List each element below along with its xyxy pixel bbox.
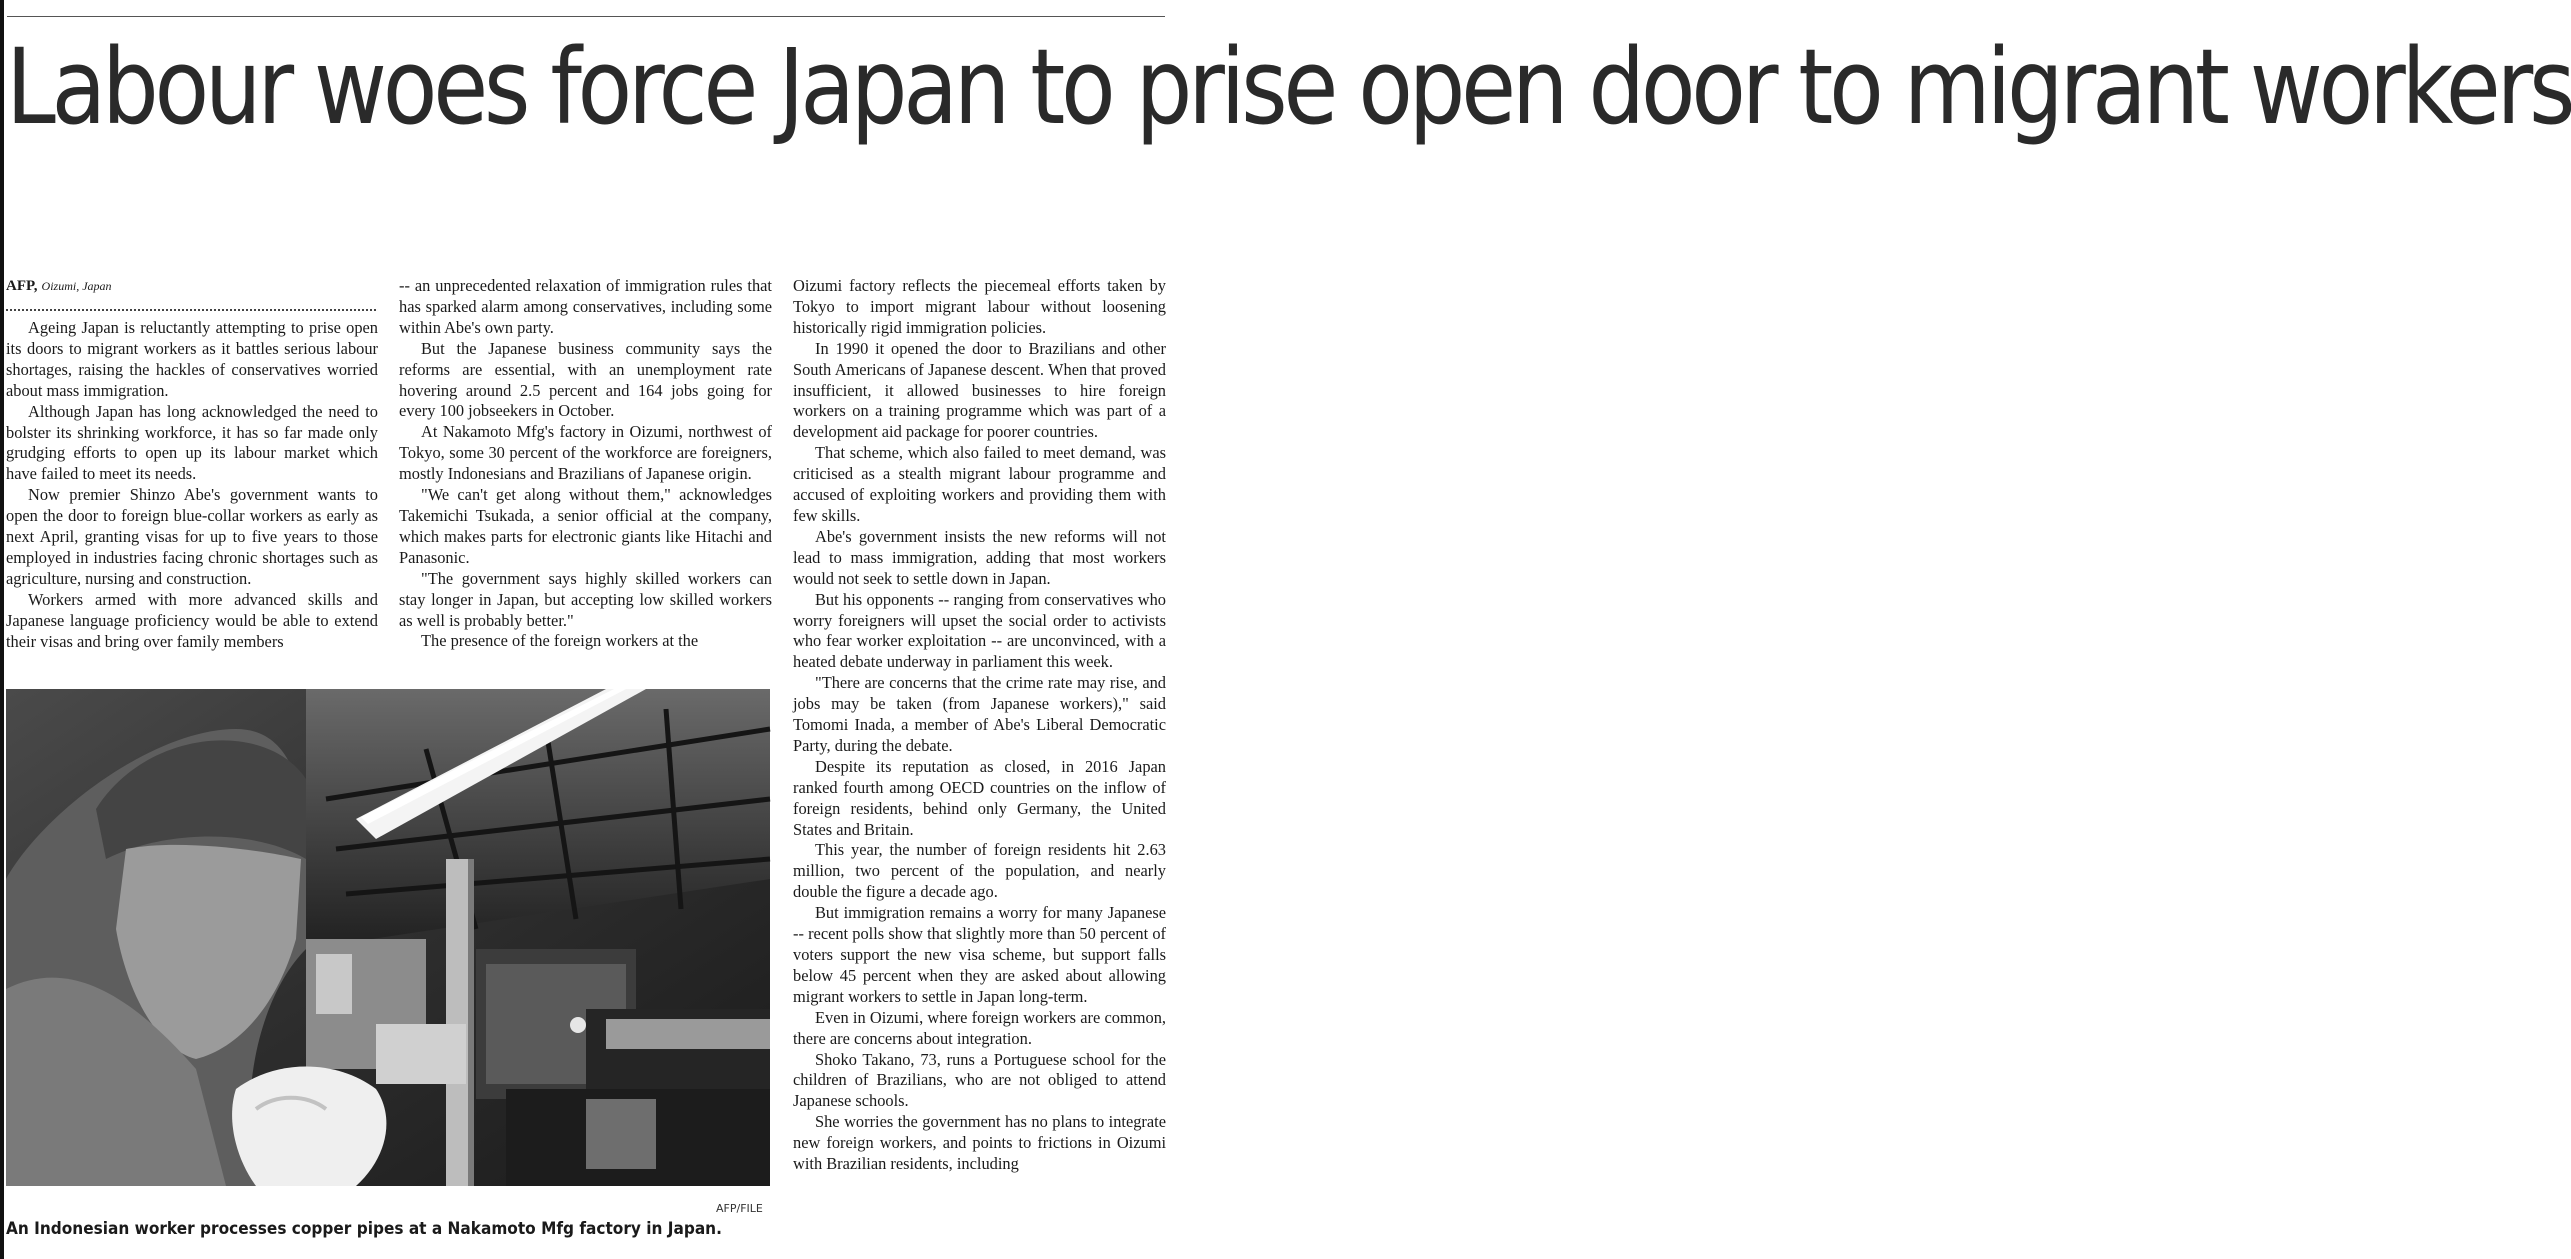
byline-divider (6, 309, 376, 311)
paragraph: "The government says highly skilled workers can stay longer in Japan, but accepting low skilled workers as well is probably better." (399, 568, 772, 630)
paragraph: At Nakamoto Mfg's factory in Oizumi, northwest of Tokyo, some 30 percent of the workforce are foreigners, mostly Indonesians and Brazilians of Japanese origin. (399, 422, 772, 484)
article-column-1 (6, 318, 378, 678)
paragraph: That scheme, which also failed to meet demand, was criticised as a stealth migrant labour programme and accused of exploiting workers and providing them with few skills. (793, 443, 1166, 525)
paragraph: "There are concerns that the crime rate may rise, and jobs may be taken (from Japanese workers)," said Tomomi Inada, a member of Abe's Liberal Democratic Party, during the debate. (793, 673, 1166, 755)
paragraph: But the Japanese business community says the reforms are essential, with an unemployment rate hovering around 2.5 percent and 164 jobs going for every 100 jobseekers in October. (399, 338, 772, 421)
paragraph: In 1990 it opened the door to Brazilians and other South Americans of Japanese descent. When that proved insufficient, it allowed businesses to hire foreign workers on a training programme which was part of a development aid package for poorer countries. (793, 338, 1166, 442)
photo-caption: An Indonesian worker processes copper pipes at a Nakamoto Mfg factory in Japan. (6, 1219, 722, 1238)
factory-photo (6, 689, 770, 1186)
paragraph: -- an unprecedented relaxation of immigration rules that has sparked alarm among conservatives, including some within Abe's own party. (399, 276, 772, 337)
paragraph: Shoko Takano, 73, runs a Portuguese school for the children of Brazilians, who are not obliged to attend Japanese schools. (793, 1049, 1166, 1111)
paragraph: Although Japan has long acknowledged the need to bolster its shrinking workforce, it has so far made only grudging efforts to open up its labour market which have failed to meet its needs. (6, 401, 378, 484)
paragraph: Despite its reputation as closed, in 2016 Japan ranked fourth among OECD countries on the inflow of foreign residents, behind only Germany, the United States and Britain. (793, 756, 1166, 839)
paragraph: Now premier Shinzo Abe's government wants to open the door to foreign blue-collar workers as early as next April, granting visas for up to five years to those employed in industries facing chronic shortages such as agriculture, nursing and construction. (6, 485, 378, 588)
paragraph: But his opponents -- ranging from conservatives who worry foreigners will upset the social order to activists who fear worker exploitation -- are unconvinced, with a heated debate underway in parliament this week. (793, 589, 1166, 672)
headline: Labour woes force Japan to prise open door to migrant workers (6, 26, 2571, 148)
article-column-3 (793, 276, 1166, 1259)
paragraph: Workers armed with more advanced skills and Japanese language proficiency would be able to extend their visas and bring over family members (6, 589, 378, 651)
paragraph: The presence of the foreign workers at the (421, 631, 699, 651)
byline-dateline: Oizumi, Japan (41, 279, 112, 293)
paragraph: Even in Oizumi, where foreign workers are common, there are concerns about integration. (793, 1007, 1166, 1048)
paragraph: "We can't get along without them," acknowledges Takemichi Tsukada, a senior official at the company, which makes parts for electronic giants like Hitachi and Panasonic. (399, 485, 772, 567)
paragraph: But immigration remains a worry for many Japanese -- recent polls show that slightly more than 50 percent of voters support the new visa scheme, but support falls below 45 percent when they are asked about allowing migrant workers to settle in Japan long-term. (793, 903, 1166, 1006)
paragraph: This year, the number of foreign residents hit 2.63 million, two percent of the population, and nearly double the figure a decade ago. (793, 840, 1166, 902)
paragraph: Abe's government insists the new reforms will not lead to mass immigration, adding that most workers would not seek to settle down in Japan. (793, 526, 1166, 588)
paragraph: Oizumi factory reflects the piecemeal efforts taken by Tokyo to import migrant labour without loosening historically rigid immigration policies. (793, 276, 1166, 337)
top-rule (7, 16, 1165, 17)
factory-photo-illustration (6, 689, 770, 1186)
article-column-2 (399, 276, 772, 676)
paragraph: She worries the government has no plans to integrate new foreign workers, and points to frictions in Oizumi with Brazilian residents, including (793, 1112, 1166, 1174)
byline (6, 278, 112, 295)
paragraph: Ageing Japan is reluctantly attempting to prise open its doors to migrant workers as it battles serious labour shortages, raising the hackles of conservatives worried about mass immigration. (6, 318, 378, 400)
photo-credit: AFP/FILE (716, 1202, 763, 1215)
left-border-rule (0, 0, 4, 1259)
byline-agency: AFP, (6, 278, 38, 294)
